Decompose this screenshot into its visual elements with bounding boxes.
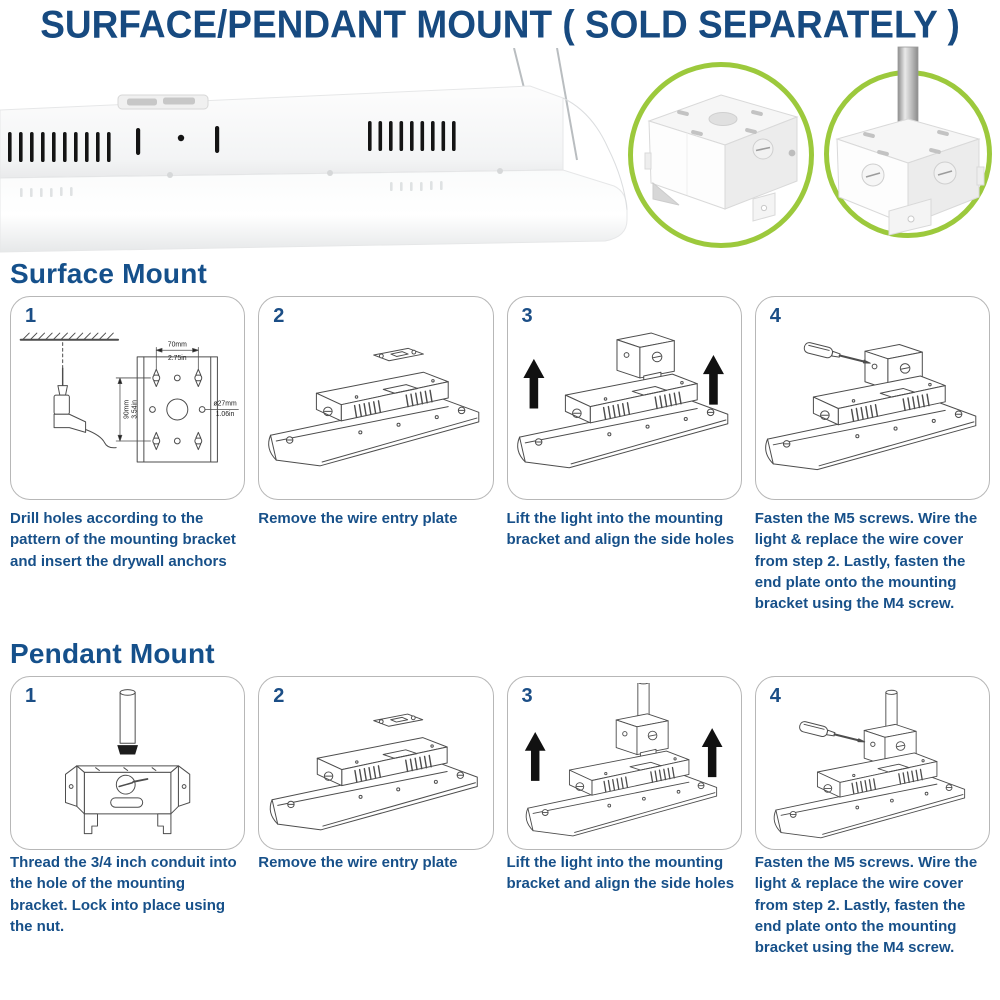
page-title: SURFACE/PENDANT MOUNT ( SOLD SEPARATELY ) [40,3,960,46]
lift-light-conduit-illustration [510,683,739,843]
pendant-step-4-box [755,676,990,850]
step-number: 3 [521,305,533,327]
lift-light-illustration [510,303,739,493]
surface-step-4-caption: Fasten the M5 screws. Wire the light & replace the wire cover from step 2. Lastly, fasten the end plate onto the mounting bracket using the M4 screw. [754,510,978,613]
surface-step-1-box [10,296,245,500]
remove-plate-illustration [261,303,490,493]
surface-step-3-box [507,296,742,500]
surface-step-3-caption: Lift the light into the mounting bracket and align the side holes [506,510,735,549]
svg-text:70mm: 70mm [167,341,187,349]
step-number: 4 [769,685,781,707]
pendant-captions-row [10,852,990,958]
step-number: 3 [521,685,533,707]
pendant-mount-heading: Pendant Mount [10,638,215,669]
step-number: 2 [273,685,285,707]
pendant-step-3-box [507,676,742,850]
step-number: 4 [769,305,781,327]
surface-mount-heading: Surface Mount [10,258,208,289]
fasten-screws-conduit-illustration [758,683,987,843]
pendant-mount-bracket-photo [824,70,992,238]
surface-step-2-box [258,296,493,500]
svg-text:ø27mm: ø27mm [213,400,237,408]
surface-step-4-box [755,296,990,500]
surface-step-1-caption: Drill holes according to the pattern of the mounting bracket and insert the drywall anchors [10,510,236,570]
pendant-step-1-caption: Thread the 3/4 inch conduit into the hole of the mounting bracket. Lock into place using the nut. [10,854,237,935]
surface-step-2-caption: Remove the wire entry plate [258,510,458,527]
pendant-step-3-caption: Lift the light into the mounting bracket and align the side holes [506,854,735,893]
svg-text:3.54in: 3.54in [131,400,139,419]
pendant-steps-row [10,676,990,850]
surface-mount-bracket-photo [628,62,814,248]
svg-text:1.06in: 1.06in [215,411,235,419]
surface-steps-row [10,296,990,500]
drill-pattern-diagram [13,303,242,493]
surface-captions-row [10,508,990,614]
pendant-step-2-box [258,676,493,850]
pendant-step-1-box [10,676,245,850]
step-number: 1 [25,305,37,327]
svg-text:90mm: 90mm [123,399,131,419]
step-number: 2 [273,305,285,327]
highbay-light-photo [0,48,630,256]
svg-text:2.75in: 2.75in [167,354,187,362]
pendant-step-2-caption: Remove the wire entry plate [258,854,458,871]
step-number: 1 [25,685,37,707]
pendant-step-4-caption: Fasten the M5 screws. Wire the light & replace the wire cover from step 2. Lastly, fasten the end plate onto the mounting bracket using the M4 screw. [754,854,978,957]
fasten-screws-illustration [758,303,987,493]
remove-plate-illustration [261,683,490,843]
conduit-bracket-illustration [13,683,242,843]
